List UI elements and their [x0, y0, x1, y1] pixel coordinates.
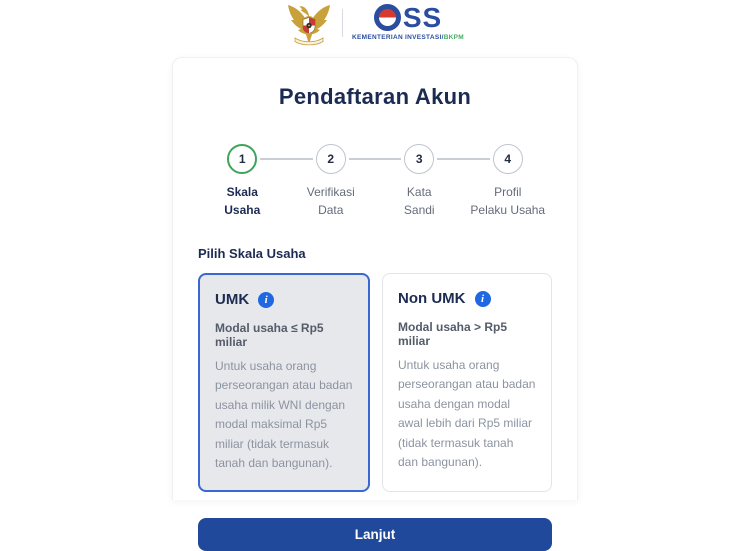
- step-3-circle: 3: [404, 144, 434, 174]
- stepper-step-kata-sandi: [375, 144, 464, 219]
- step-2-label: Verifikasi Data: [306, 185, 355, 217]
- oss-ministry-text: KEMENTERIAN INVESTASI/BKPM: [351, 34, 465, 41]
- step-2-circle: 2: [316, 144, 346, 174]
- stepper: [198, 144, 552, 219]
- page-title: Pendaftaran Akun: [278, 84, 472, 109]
- umk-info-icon[interactable]: i: [258, 292, 274, 308]
- option-non-umk-header: [398, 290, 536, 307]
- step-4-circle: 4: [493, 144, 523, 174]
- oss-logo-letters: SS: [402, 2, 443, 33]
- option-umk-description: Untuk usaha orang perseorangan atau badan usaha milik WNI dengan modal maksimal Rp5 miliar (tidak termasuk tanah dan bangunan).: [215, 359, 353, 471]
- stepper-step-profil-pelaku-usaha: [464, 144, 553, 219]
- garuda-pancasila-icon: [286, 3, 332, 52]
- scale-options: [198, 273, 552, 492]
- step-1-circle: 1: [227, 144, 257, 174]
- step-4-label: Profil Pelaku Usaha: [470, 185, 546, 217]
- step-1-label: Skala Usaha: [224, 185, 261, 217]
- section-label-pilih-skala-usaha: Pilih Skala Usaha: [198, 246, 306, 261]
- option-non-umk-title: Non UMK: [398, 290, 466, 307]
- option-umk-title: UMK: [215, 291, 250, 308]
- option-umk-header: [215, 291, 353, 308]
- header: [0, 0, 750, 52]
- option-non-umk-description: Untuk usaha orang perseorangan atau badan usaha dengan modal awal lebih dari Rp5 miliar (tidak termasuk tanah dan bangunan).: [398, 358, 536, 470]
- registration-card: [172, 57, 578, 542]
- stepper-step-skala-usaha: [198, 144, 287, 219]
- option-non-umk-subtitle: Modal usaha > Rp5 miliar: [398, 320, 508, 348]
- step-3-label: Kata Sandi: [403, 185, 435, 217]
- stepper-step-verifikasi-data: [287, 144, 376, 219]
- logo-divider: [342, 9, 343, 37]
- option-umk[interactable]: [198, 273, 370, 492]
- oss-logo-o-icon: [374, 4, 401, 31]
- oss-logo: [352, 4, 464, 41]
- option-non-umk[interactable]: [382, 273, 552, 492]
- non-umk-info-icon[interactable]: i: [475, 291, 491, 307]
- lanjut-button[interactable]: Lanjut: [198, 518, 552, 551]
- option-umk-subtitle: Modal usaha ≤ Rp5 miliar: [215, 321, 324, 349]
